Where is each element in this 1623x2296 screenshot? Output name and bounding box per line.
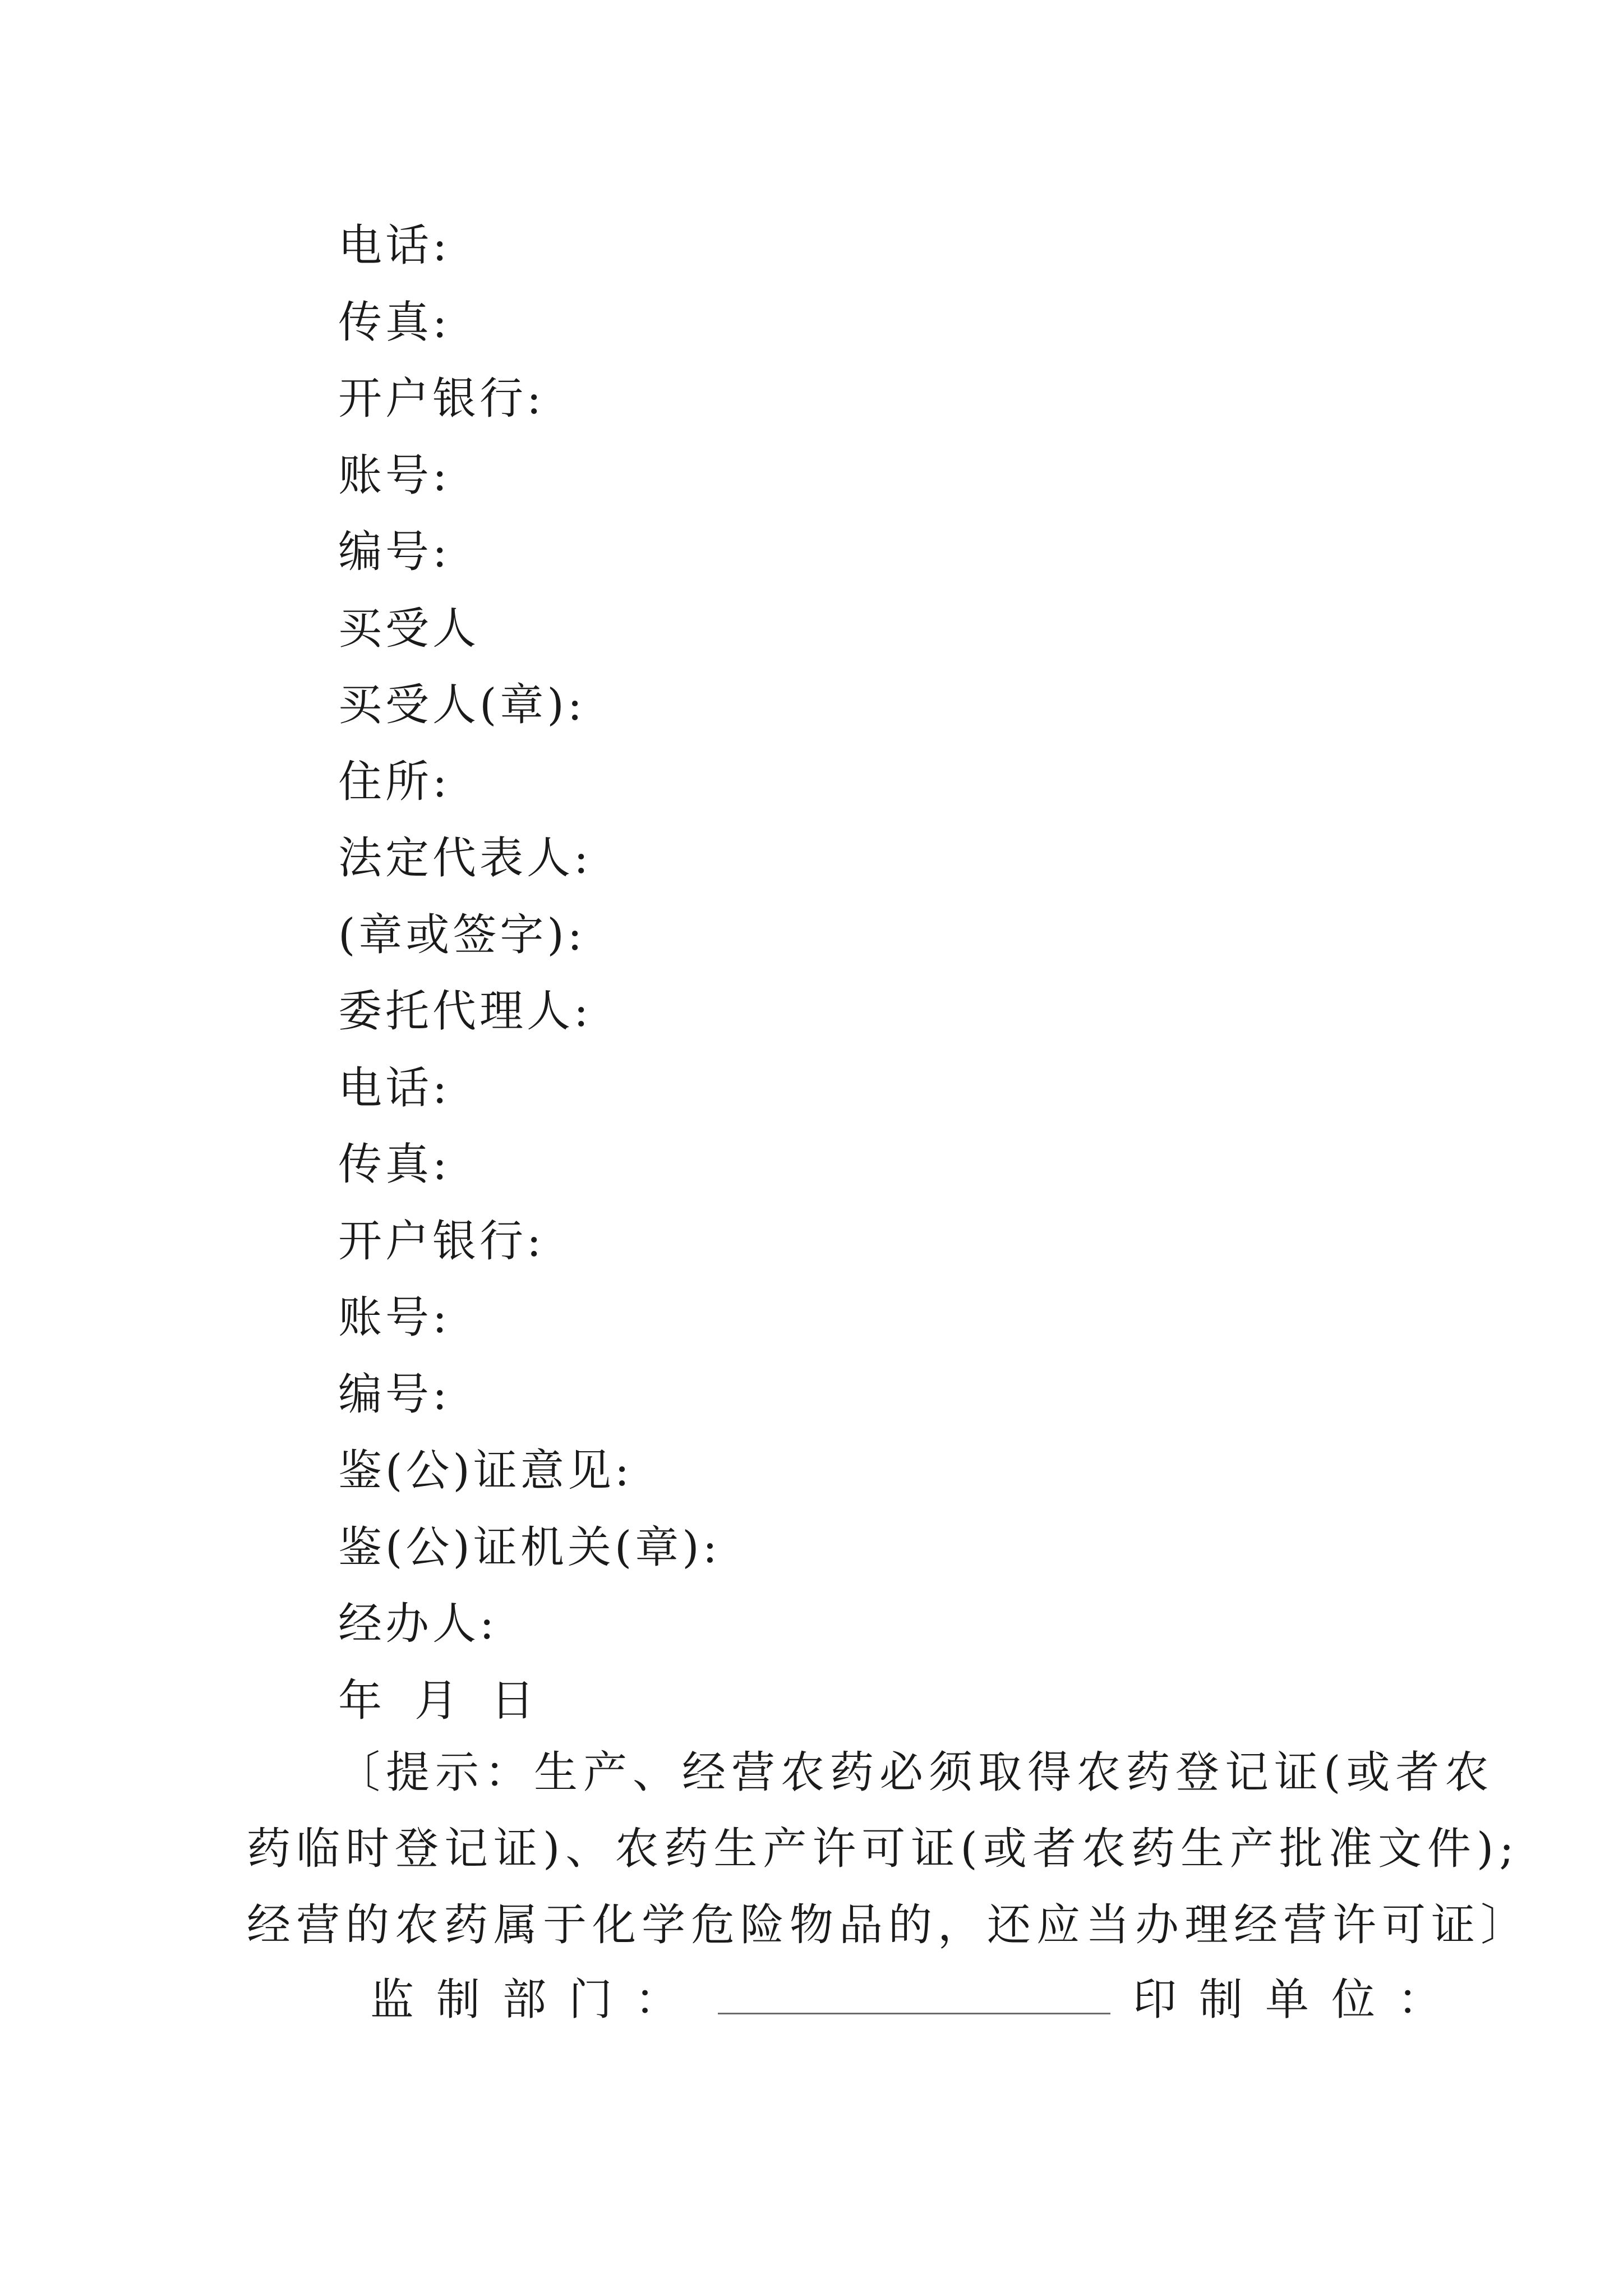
field-handler: 经办人: <box>338 1599 498 1649</box>
field-account: 账号: <box>338 450 451 501</box>
field-account: 账号: <box>338 1292 451 1343</box>
date-year: 年 <box>338 1675 382 1726</box>
notice-line-2: 药临时登记证)、农药生产许可证(或者农药生产批准文件); <box>247 1824 1520 1874</box>
field-number: 编号: <box>338 527 451 577</box>
field-bank: 开户银行: <box>338 1216 545 1267</box>
notice-line-1: 〔提示：生产、经营农药必须取得农药登记证(或者农 <box>336 1747 1495 1798</box>
printer-label: 印制单位： <box>1133 1975 1464 2025</box>
field-notary-opinion: 鉴(公)证意见: <box>338 1446 633 1496</box>
field-buyer-seal: 买受人(章): <box>338 680 586 730</box>
notice-line-3: 经营的农药属于化学危险物品的，还应当办理经营许可证〕 <box>247 1900 1530 1950</box>
field-legal-rep: 法定代表人: <box>338 833 592 884</box>
date-day: 日 <box>491 1675 535 1726</box>
date-line <box>338 1667 721 1744</box>
field-notary-office-seal: 鉴(公)证机关(章): <box>338 1522 721 1573</box>
field-address: 住所: <box>338 756 451 807</box>
field-bank: 开户银行: <box>338 374 545 424</box>
field-seal-or-signature: (章或签字): <box>338 909 586 960</box>
field-agent: 委托代理人: <box>338 986 592 1037</box>
field-number: 编号: <box>338 1369 451 1420</box>
supervisor-blank-line <box>718 1968 1110 2014</box>
field-phone: 电话: <box>338 220 451 271</box>
notice-paragraph <box>247 1734 1530 1963</box>
buyer-heading: 买受人 <box>338 603 480 654</box>
contract-field-list <box>338 212 721 1743</box>
footer-line <box>370 1963 1492 2036</box>
date-month: 月 <box>414 1675 459 1726</box>
field-fax: 传真: <box>338 297 451 348</box>
field-phone: 电话: <box>338 1062 451 1114</box>
field-fax: 传真: <box>338 1139 451 1190</box>
supervisor-label: 监制部门： <box>370 1975 702 2025</box>
